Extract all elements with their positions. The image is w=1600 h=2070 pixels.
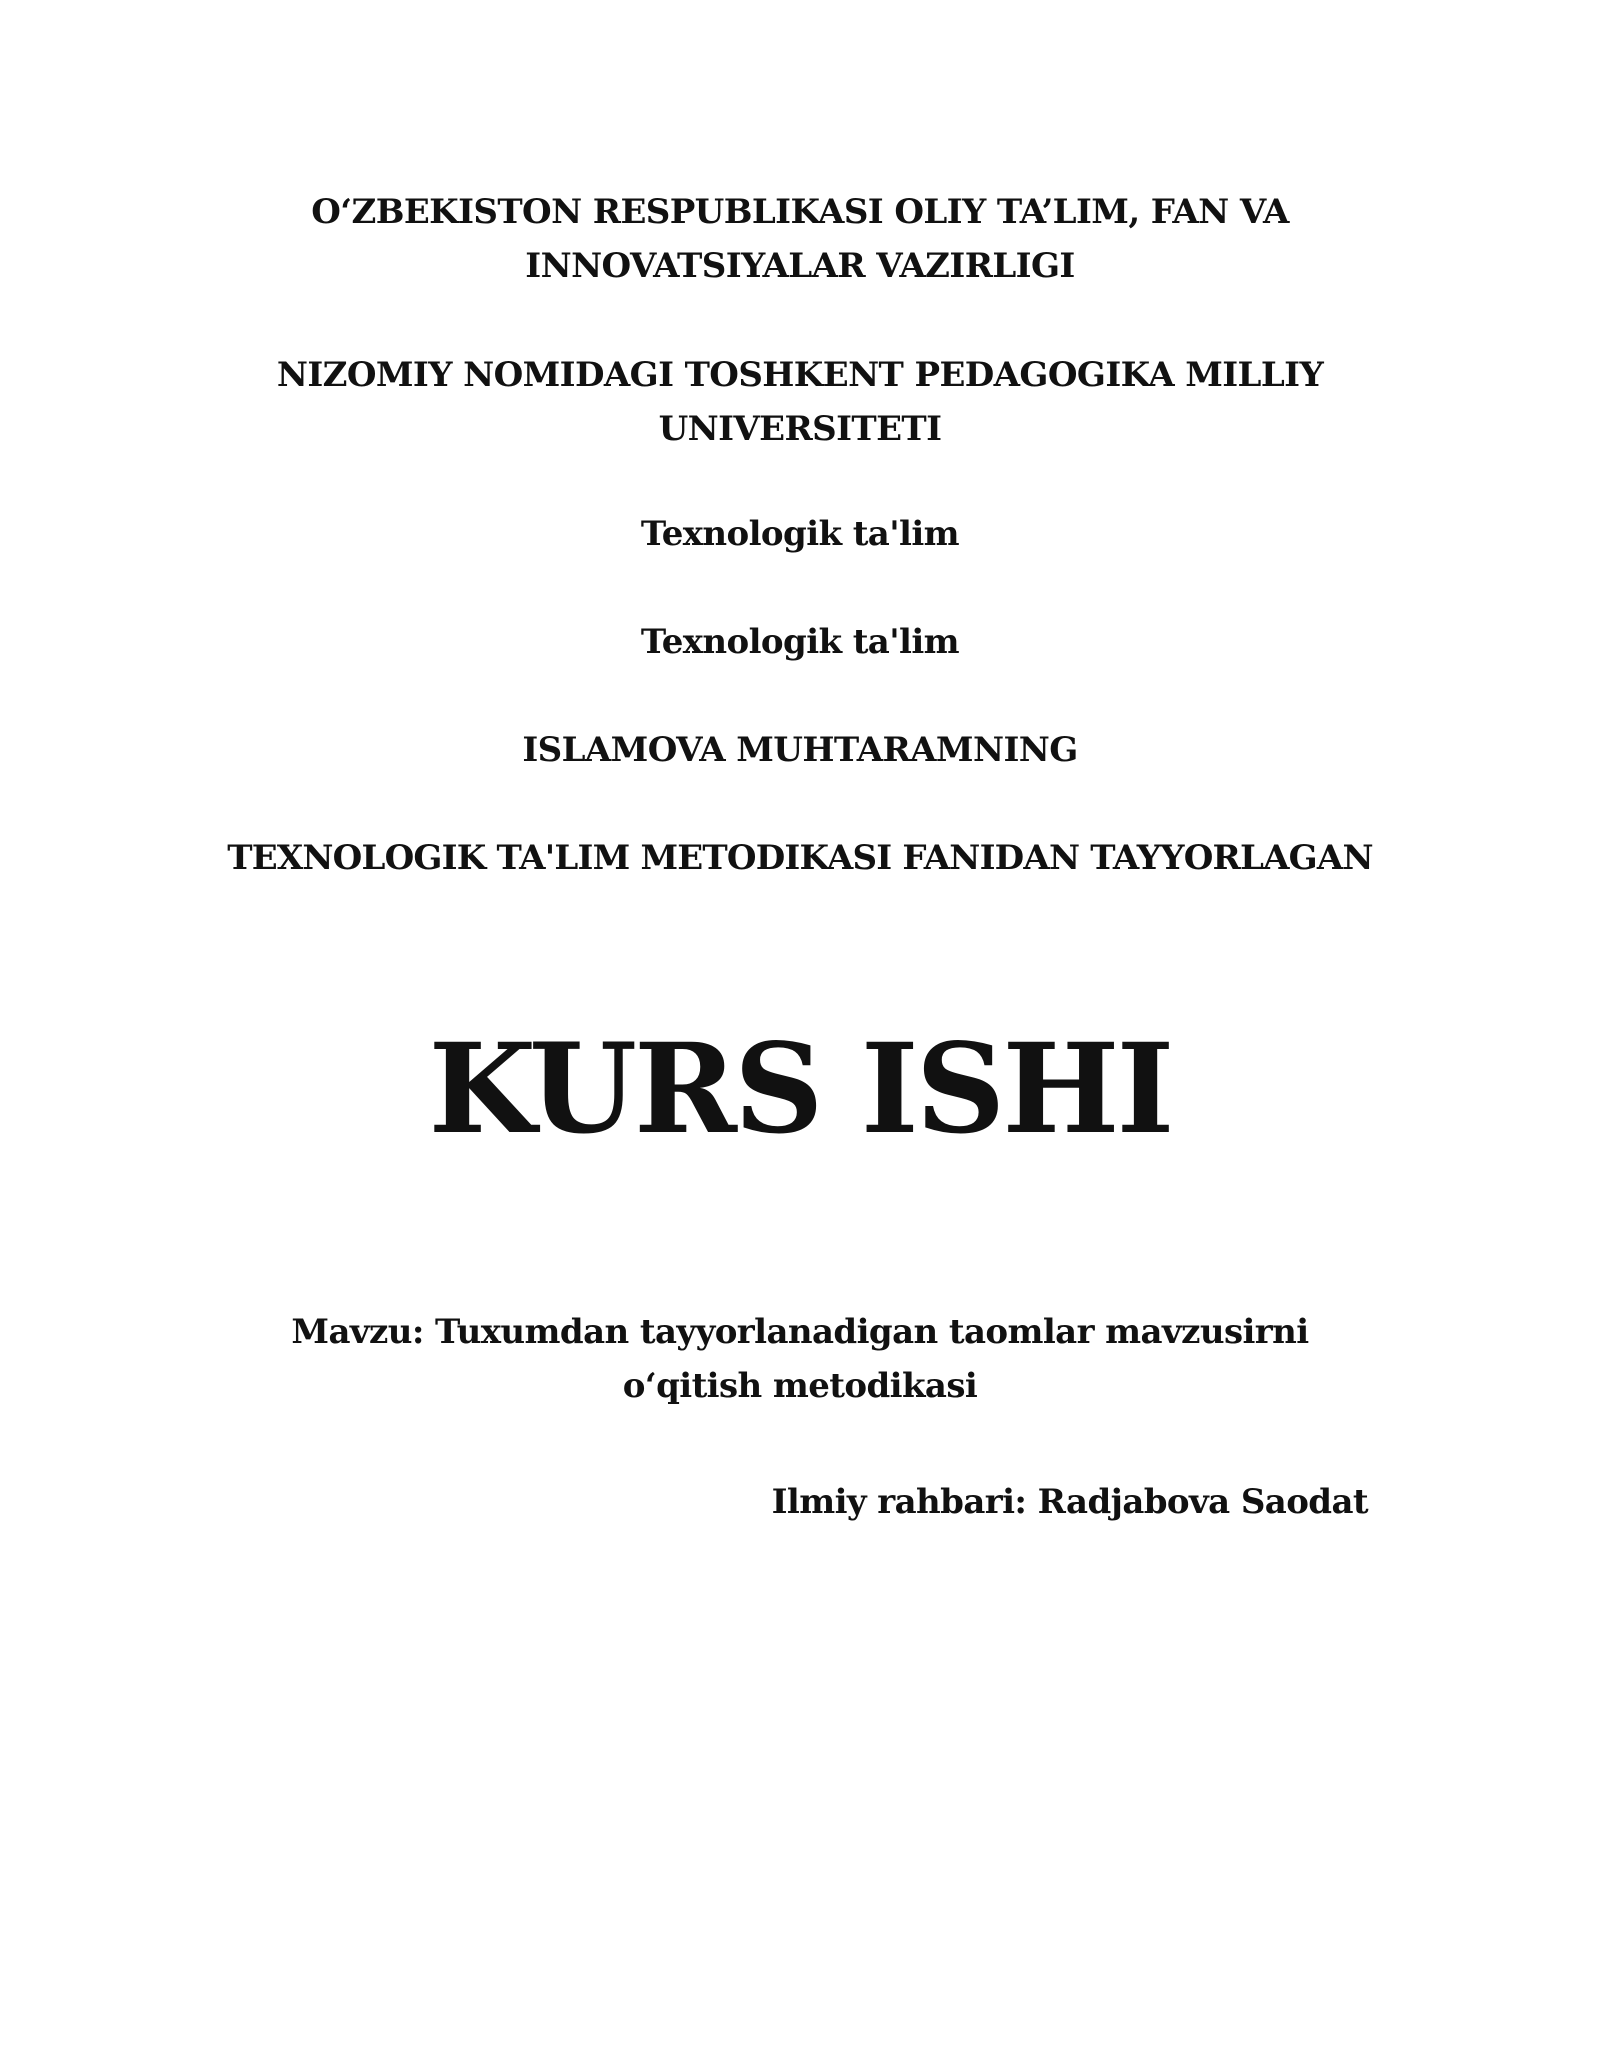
ministry-heading-line-2: INNOVATSIYALAR VAZIRLIGI	[525, 246, 1075, 286]
document-type-title: KURS ISHI	[428, 1017, 1172, 1162]
university-heading-line-1: NIZOMIY NOMIDAGI TOSHKENT PEDAGOGIKA MILLIY	[276, 355, 1324, 395]
topic-line-1: Mavzu: Tuxumdan tayyorlanadigan taomlar mavzusirni	[291, 1312, 1309, 1352]
topic-line-2: o‘qitish metodikasi	[622, 1366, 978, 1406]
university-heading-line-2: UNIVERSITETI	[658, 409, 942, 449]
supervisor: Ilmiy rahbari: Radjabova Saodat	[771, 1482, 1368, 1522]
ministry-heading-line-1: O‘ZBEKISTON RESPUBLIKASI OLIY TA’LIM, FAN VA	[311, 192, 1289, 232]
direction-name: Texnologik ta'lim	[640, 622, 960, 662]
topic	[0, 1305, 1600, 1413]
ministry-heading	[0, 185, 1600, 293]
subject-line: TEXNOLOGIK TA'LIM METODIKASI FANIDAN TAYYORLAGAN	[227, 838, 1373, 878]
university-heading	[0, 348, 1600, 456]
faculty-name: Texnologik ta'lim	[640, 514, 960, 554]
student-name: ISLAMOVA MUHTARAMNING	[522, 730, 1078, 770]
